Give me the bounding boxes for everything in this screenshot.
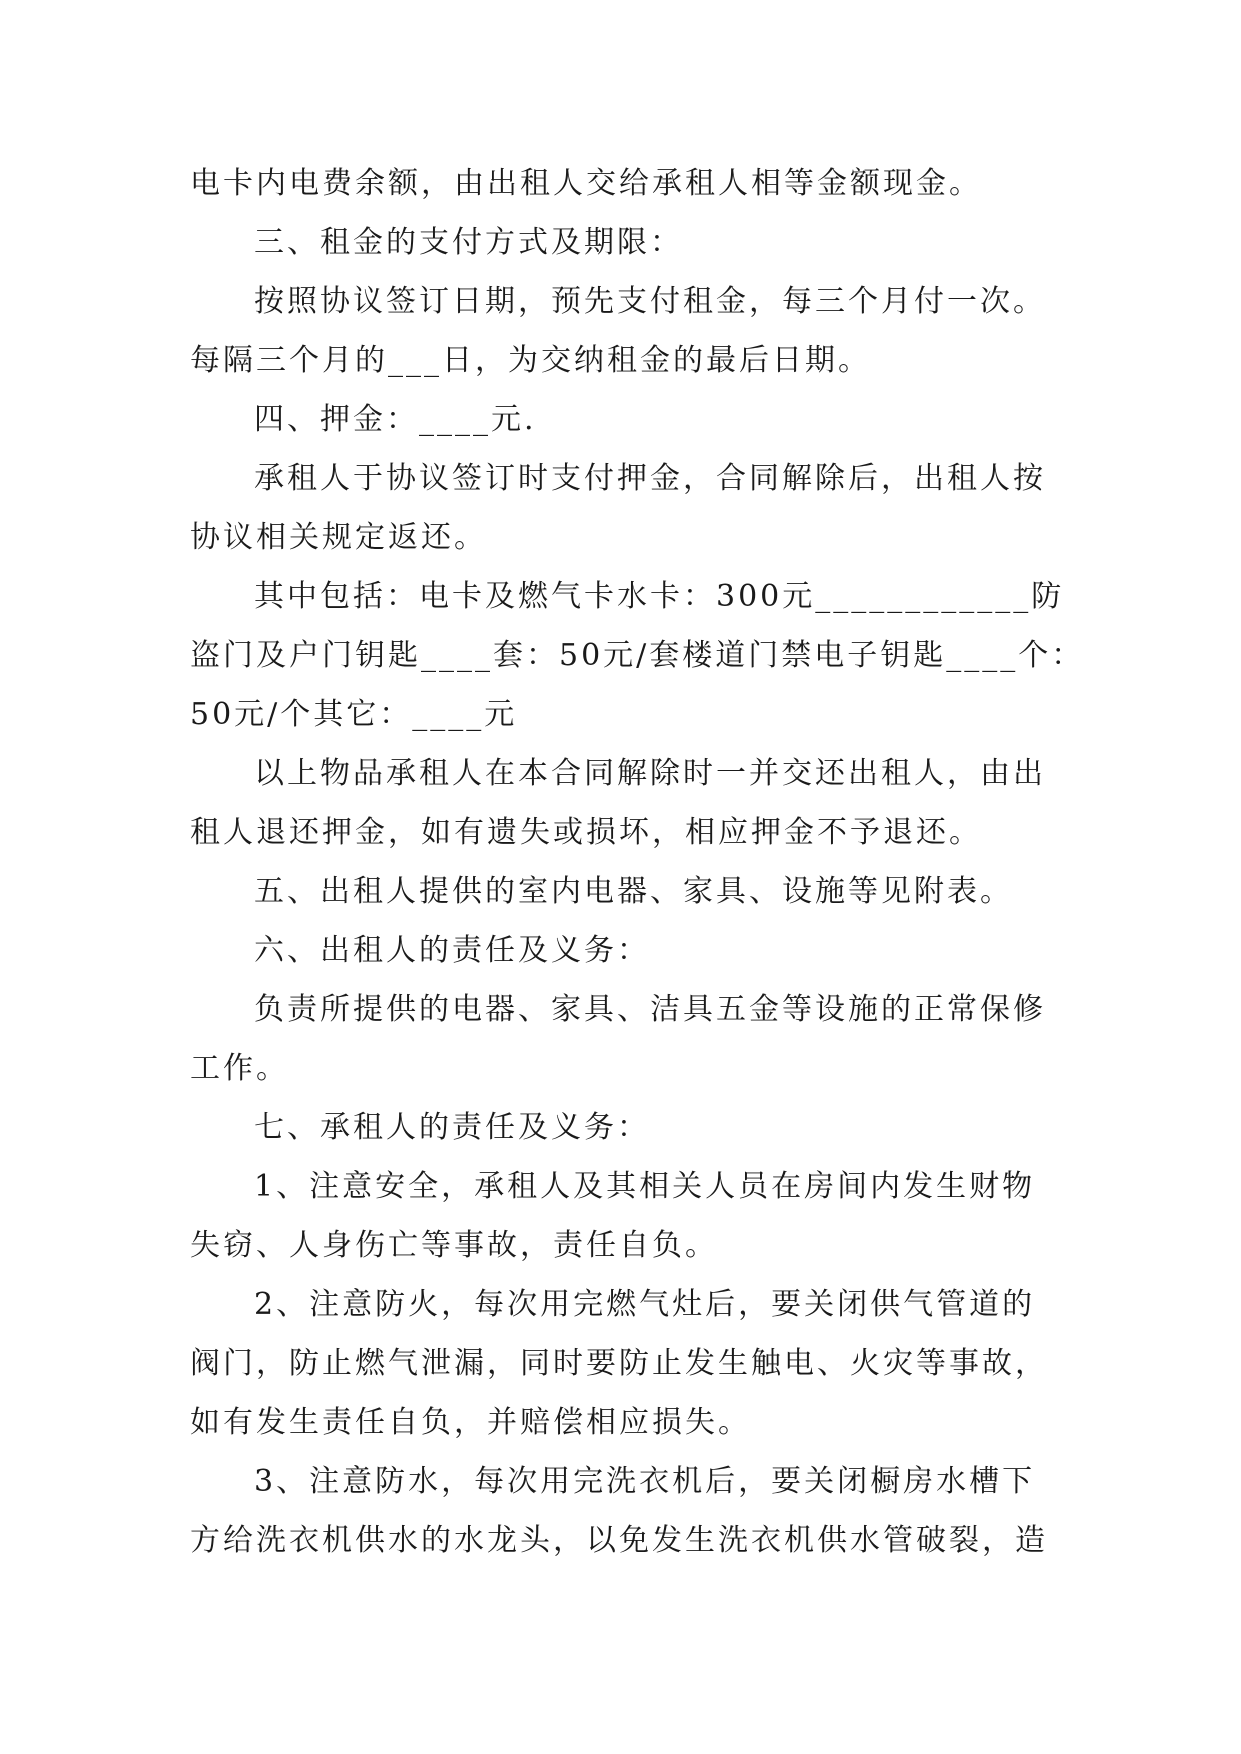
text-line: 其中包括：电卡及燃气卡水卡：300元____________防 (254, 579, 1065, 614)
section-heading-appliances: 五、出租人提供的室内电器、家具、设施等见附表。 (254, 874, 1013, 909)
text-line: 协议相关规定返还。 (190, 520, 487, 555)
text-line: 盗门及户门钥匙____套：50元/套楼道门禁电子钥匙____个： (190, 638, 1085, 673)
text-line: 工作。 (190, 1051, 289, 1086)
section-heading-rent-payment: 三、租金的支付方式及期限： (254, 225, 683, 260)
section-heading-lessor-duties: 六、出租人的责任及义务： (254, 933, 650, 968)
text-line: 2、注意防火，每次用完燃气灶后，要关闭供气管道的 (254, 1287, 1036, 1322)
text-line: 按照协议签订日期，预先支付租金，每三个月付一次。 (254, 284, 1046, 319)
text-line: 负责所提供的电器、家具、洁具五金等设施的正常保修 (254, 992, 1046, 1027)
section-heading-deposit: 四、押金：____元. (254, 402, 537, 437)
text-line: 失窃、人身伤亡等事故，责任自负。 (190, 1228, 718, 1263)
text-line: 3、注意防水，每次用完洗衣机后，要关闭橱房水槽下 (254, 1464, 1036, 1499)
text-line: 方给洗衣机供水的水龙头，以免发生洗衣机供水管破裂，造 (190, 1523, 1048, 1558)
text-line: 以上物品承租人在本合同解除时一并交还出租人，由出 (254, 756, 1046, 791)
text-line: 1、注意安全，承租人及其相关人员在房间内发生财物 (254, 1169, 1036, 1204)
text-line: 电卡内电费余额，由出租人交给承租人相等金额现金。 (190, 166, 982, 201)
text-line: 承租人于协议签订时支付押金，合同解除后，出租人按 (254, 461, 1046, 496)
text-line: 50元/个其它：____元 (190, 697, 518, 732)
text-line: 租人退还押金，如有遗失或损坏，相应押金不予退还。 (190, 815, 982, 850)
text-line: 阀门，防止燃气泄漏，同时要防止发生触电、火灾等事故， (190, 1346, 1048, 1381)
text-line: 每隔三个月的___日，为交纳租金的最后日期。 (190, 343, 871, 378)
text-line: 如有发生责任自负，并赔偿相应损失。 (190, 1405, 751, 1440)
section-heading-lessee-duties: 七、承租人的责任及义务： (254, 1110, 650, 1145)
